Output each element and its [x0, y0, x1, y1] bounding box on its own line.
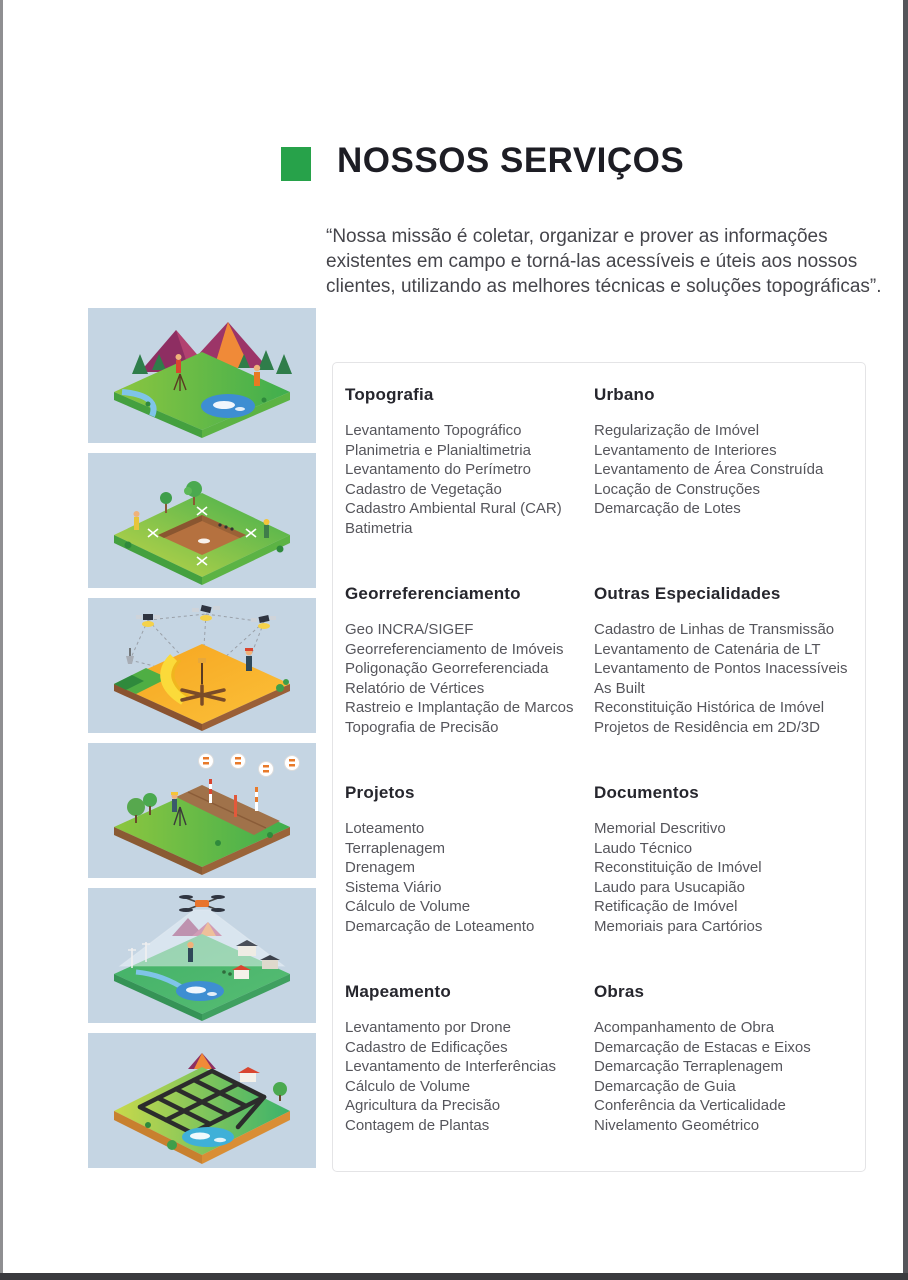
- service-item: Demarcação de Loteamento: [345, 917, 535, 935]
- service-item: Levantamento de Pontos Inacessíveis: [594, 660, 848, 677]
- service-item-list: [345, 819, 594, 936]
- service-section-outras-especialidades: [594, 584, 865, 737]
- service-item: Demarcação Terraplenagem: [594, 1058, 783, 1075]
- service-section-georreferenciamento: [345, 584, 594, 737]
- service-section-heading: Documentos: [594, 783, 699, 802]
- service-item: Levantamento de Interferências: [345, 1058, 556, 1075]
- service-item: Levantamento Topográfico: [345, 422, 522, 439]
- drone-mapping-illustration: [88, 888, 316, 1023]
- road-leveling-illustration: [88, 743, 316, 878]
- service-item: Rastreio e Implantação de Marcos: [345, 699, 574, 716]
- service-item: Terraplenagem: [345, 839, 446, 857]
- service-item: As Built: [594, 679, 645, 697]
- service-section-urbano: [594, 385, 865, 538]
- mission-quote: “Nossa missão é coletar, organizar e prover as informações existentes em campo e torná-las acessíveis e úteis aos nossos clientes, utilizando as melhores técnicas e soluções topográficas”.: [326, 226, 882, 298]
- services-panel: [332, 362, 866, 1172]
- service-section-obras: [594, 982, 865, 1135]
- service-item: Levantamento de Interiores: [594, 441, 777, 459]
- service-item-list: [594, 1018, 865, 1135]
- illustration-column: [88, 308, 316, 1168]
- service-section-heading: Urbano: [594, 385, 655, 404]
- service-item: Demarcação de Guia: [594, 1077, 736, 1095]
- service-item: Retificação de Imóvel: [594, 898, 738, 915]
- service-section-topografia: [345, 385, 594, 538]
- service-item: Levantamento de Área Construída: [594, 461, 824, 478]
- service-item: Acompanhamento de Obra: [594, 1019, 775, 1036]
- service-item: Memorial Descritivo: [594, 820, 726, 837]
- service-item: Poligonação Georreferenciada: [345, 660, 549, 677]
- service-section-heading: Projetos: [345, 783, 415, 802]
- service-item: Cadastro de Edificações: [345, 1038, 508, 1056]
- service-item: Conferência da Verticalidade: [594, 1097, 786, 1114]
- service-item: Cálculo de Volume: [345, 898, 471, 915]
- service-item-list: [345, 421, 594, 538]
- service-item: Demarcação de Estacas e Eixos: [594, 1038, 811, 1056]
- service-item: Georreferenciamento de Imóveis: [345, 640, 564, 658]
- page-header: [281, 141, 684, 181]
- service-section-heading: Outras Especialidades: [594, 584, 781, 603]
- service-item: Laudo Técnico: [594, 839, 693, 857]
- service-item: Levantamento do Perímetro: [345, 461, 531, 478]
- service-item: Cálculo de Volume: [345, 1077, 471, 1095]
- service-item: Reconstituição de Imóvel: [594, 859, 762, 876]
- page-right-edge: [903, 0, 908, 1280]
- service-item: Reconstituição Histórica de Imóvel: [594, 699, 825, 716]
- service-item: Nivelamento Geométrico: [594, 1116, 760, 1134]
- excavation-stakeout-illustration: [88, 453, 316, 588]
- service-item: Memoriais para Cartórios: [594, 917, 763, 935]
- service-section-heading: Mapeamento: [345, 982, 451, 1001]
- service-item-list: [594, 819, 865, 936]
- page-title: NOSSOS SERVIÇOS: [337, 141, 685, 180]
- lot-subdivision-illustration: [88, 1033, 316, 1168]
- service-section-mapeamento: [345, 982, 594, 1135]
- service-item: Locação de Construções: [594, 480, 760, 498]
- service-item: Cadastro de Vegetação: [345, 480, 502, 498]
- service-item: Regularização de Imóvel: [594, 422, 760, 439]
- service-item: Topografia de Precisão: [345, 718, 499, 736]
- service-item-list: [594, 421, 865, 519]
- service-item: Cadastro Ambiental Rural (CAR): [345, 500, 562, 517]
- service-section-heading: Topografia: [345, 385, 434, 404]
- service-item: Levantamento de Catenária de LT: [594, 640, 821, 658]
- service-item: Contagem de Plantas: [345, 1116, 490, 1134]
- service-item: Planimetria e Planialtimetria: [345, 441, 531, 459]
- service-item: Relatório de Vértices: [345, 679, 485, 697]
- service-item: Projetos de Residência em 2D/3D: [594, 718, 820, 736]
- service-item: Laudo para Usucapião: [594, 878, 745, 896]
- service-section-heading: Obras: [594, 982, 645, 1001]
- service-section-documentos: [594, 783, 865, 936]
- page-bottom-edge: [0, 1273, 908, 1280]
- service-section-heading: Georreferenciamento: [345, 584, 521, 603]
- service-item-list: [345, 1018, 594, 1135]
- service-item: Demarcação de Lotes: [594, 500, 741, 517]
- service-item: Sistema Viário: [345, 878, 442, 896]
- service-item: Loteamento: [345, 820, 425, 837]
- green-accent-square-icon: [281, 147, 311, 181]
- mountain-survey-illustration: [88, 308, 316, 443]
- service-item: Agricultura da Precisão: [345, 1097, 501, 1114]
- service-item: Batimetria: [345, 519, 413, 537]
- service-item-list: [345, 620, 594, 737]
- service-section-projetos: [345, 783, 594, 936]
- service-item: Cadastro de Linhas de Transmissão: [594, 621, 835, 638]
- page-left-edge: [0, 0, 3, 1280]
- service-item: Levantamento por Drone: [345, 1019, 511, 1036]
- service-item: Drenagem: [345, 859, 416, 876]
- service-item-list: [594, 620, 865, 737]
- service-item: Geo INCRA/SIGEF: [345, 621, 474, 638]
- satellite-georeferencing-illustration: [88, 598, 316, 733]
